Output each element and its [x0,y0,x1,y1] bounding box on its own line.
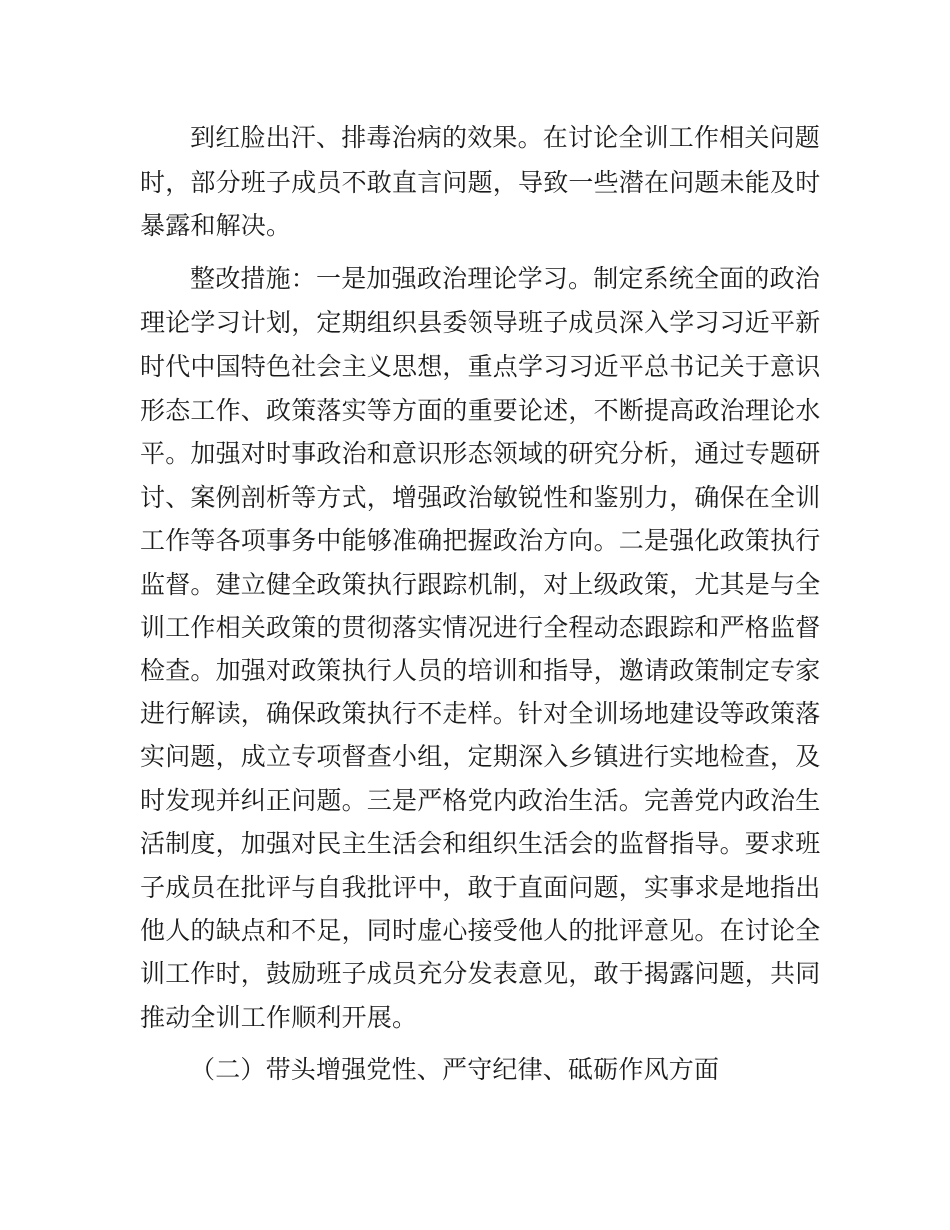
paragraph-2-line-11: 进行解读，确保政策执行不走样。针对全训场地建设等政策落 [140,699,821,728]
paragraph-2-line-3: 时代中国特色社会主义思想，重点学习习近平总书记关于意识 [140,352,821,381]
paragraph-2-line-14: 活制度，加强对民主生活会和组织生活会的监督指导。要求班 [140,829,821,858]
paragraph-2-line-6: 讨、案例剖析等方式，增强政治敏锐性和鉴别力，确保在全训 [140,483,821,512]
paragraph-2-line-5: 平。加强对时事政治和意识形态领域的研究分析，通过专题研 [140,439,821,468]
paragraph-2-line-9: 训工作相关政策的贯彻落实情况进行全程动态跟踪和严格监督 [140,613,821,642]
paragraph-2-line-8: 监督。建立健全政策执行跟踪机制，对上级政策，尤其是与全 [140,570,821,599]
paragraph-2-line-1: 整改措施：一是加强政治理论学习。制定系统全面的政治 [190,264,821,293]
paragraph-2-line-10: 检查。加强对政策执行人员的培训和指导，邀请政策制定专家 [140,656,821,685]
paragraph-2-line-17: 训工作时，鼓励班子成员充分发表意见，敢于揭露问题，共同 [140,959,821,988]
paragraph-2-line-12: 实问题，成立专项督查小组，定期深入乡镇进行实地检查，及 [140,742,821,771]
paragraph-2-line-13: 时发现并纠正问题。三是严格党内政治生活。完善党内政治生 [140,786,821,815]
paragraph-2-line-15: 子成员在批评与自我批评中，敢于直面问题，实事求是地指出 [140,873,821,902]
paragraph-2-line-7: 工作等各项事务中能够准确把握政治方向。二是强化政策执行 [140,526,821,555]
paragraph-2-line-4: 形态工作、政策落实等方面的重要论述，不断提高政治理论水 [140,396,821,425]
paragraph-1-line-2: 时，部分班子成员不敢直言问题，导致一些潜在问题未能及时 [140,168,821,197]
paragraph-1-line-3: 暴露和解决。 [140,211,292,240]
section-heading: （二）带头增强党性、严守纪律、砥砺作风方面 [190,1055,720,1084]
paragraph-2-line-2: 理论学习计划，定期组织县委领导班子成员深入学习习近平新 [140,308,821,337]
paragraph-2-line-18: 推动全训工作顺利开展。 [140,1003,418,1032]
paragraph-2-line-16: 他人的缺点和不足，同时虚心接受他人的批评意见。在讨论全 [140,916,821,945]
paragraph-1-line-1: 到红脸出汗、排毒治病的效果。在讨论全训工作相关问题 [190,123,821,152]
